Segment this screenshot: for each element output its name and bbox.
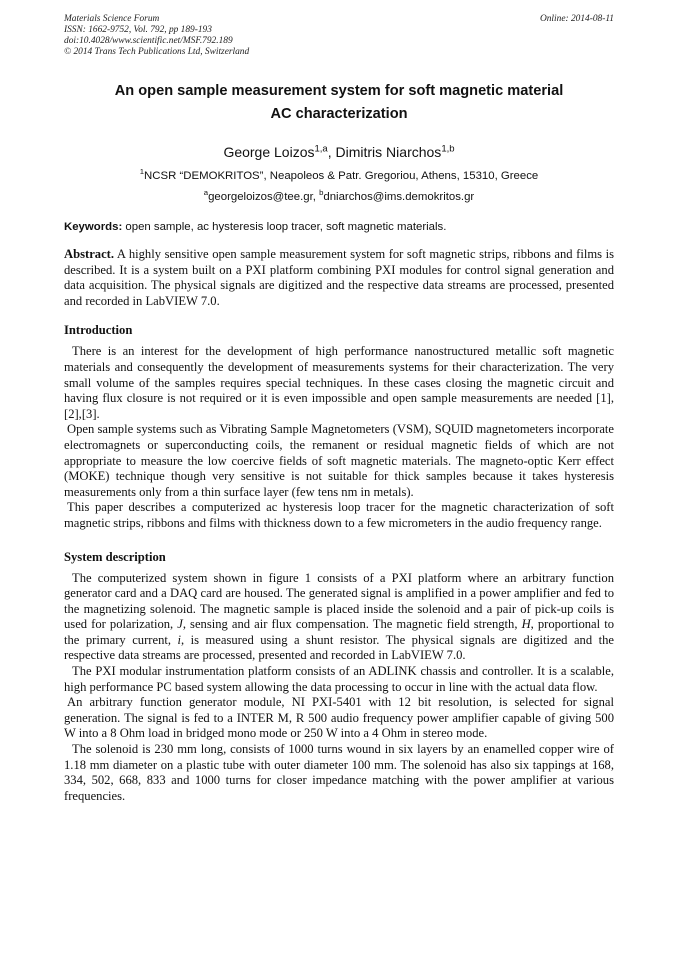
abstract-label: Abstract. xyxy=(64,247,115,261)
doi-line: doi:10.4028/www.scientific.net/MSF.792.189 xyxy=(64,36,233,46)
affiliation-text: NCSR “DEMOKRITOS”, Neapoleos & Patr. Gregoriou, Athens, 15310, Greece xyxy=(144,170,539,182)
paper-title xyxy=(64,80,614,126)
author-separator: , xyxy=(327,144,336,160)
email-link[interactable]: georgeloizos@tee.gr xyxy=(208,191,313,203)
keywords-line xyxy=(64,221,614,233)
title-line-2: AC characterization xyxy=(270,106,408,122)
polarization-symbol: J xyxy=(177,617,183,632)
copyright-line: © 2014 Trans Tech Publications Ltd, Switzerland xyxy=(64,47,250,57)
paper-page xyxy=(64,14,614,804)
text-run: , proportional to the primary current, xyxy=(64,617,614,647)
author-name: Dimitris Niarchos xyxy=(335,144,442,160)
paragraph: This paper describes a computerized ac hysteresis loop tracer for the magnetic characterization of soft magnetic strips, ribbons and films with thickness down to a few micrometers in the audio frequency range. xyxy=(64,500,614,530)
email-marker: b xyxy=(319,188,324,198)
paragraph: Open sample systems such as Vibrating Sample Magnetometers (VSM), SQUID magnetometers incorporate electromagnets or superconducting coils, the remanent or residual magnetic fields of which are not appropriate to measure the low coercive fields of soft magnetic materials. The magneto-optic Kerr effect (MOKE) technique though very sensitive is not suitable for thick samples because it takes hysteresis measurements only from a thin surface layer (few tens nm in metals). xyxy=(64,422,614,499)
email-marker: a xyxy=(203,188,209,198)
field-strength-symbol: H xyxy=(521,617,531,632)
abstract xyxy=(64,247,614,309)
text-run: , is measured using a shunt resistor. The physical signals are digitized and the respective data streams are processed, presented and recorded in LabVIEW 7.0. xyxy=(64,632,614,663)
online-date: Online: 2014-08-11 xyxy=(539,14,614,24)
email-line xyxy=(64,188,614,203)
author-name: George Loizos xyxy=(223,144,315,160)
affiliation-marker: 1 xyxy=(139,167,145,177)
paragraph: The PXI modular instrumentation platform consists of an ADLINK chassis and controller. It is a scalable, high performance PC based system allowing the data processing to occur in line with the actual data flow. xyxy=(64,664,614,694)
email-link[interactable]: dniarchos@ims.demokritos.gr xyxy=(323,191,475,203)
affiliation xyxy=(64,167,614,182)
keywords-label: Keywords: xyxy=(64,221,123,233)
system-description-section xyxy=(64,571,614,805)
paragraph: An arbitrary function generator module, NI PXI-5401 with 12 bit resolution, is selected for signal generation. The signal is fed to a INTER M, R 500 audio frequency power amplifier capable of giving 500 W into a 8 Ohm load in bridged mono mode or 250 W into a 4 Ohm in stereo mode. xyxy=(64,695,614,741)
author-affiliation-marker: 1,a xyxy=(314,143,328,155)
introduction-heading: Introduction xyxy=(64,323,133,338)
journal-name: Materials Science Forum xyxy=(64,14,160,24)
title-line-1: An open sample measurement system for soft magnetic material xyxy=(114,83,564,99)
current-symbol: i xyxy=(177,632,181,647)
paragraph: The solenoid is 230 mm long, consists of 1000 turns wound in six layers by an enamelled copper wire of 1.18 mm diameter on a plastic tube with outer diameter 100 mm. The solenoid has also six tappings at 168, 334, 502, 668, 833 and 1000 turns for closer impedance matching with the power amplifier at various frequencies. xyxy=(64,742,614,803)
journal-header xyxy=(64,14,614,58)
keywords-text: open sample, ac hysteresis loop tracer, soft magnetic materials. xyxy=(122,221,447,233)
introduction-section xyxy=(64,344,614,531)
abstract-text: A highly sensitive open sample measurement system for soft magnetic strips, ribbons and films is described. It is a system built on a PXI platform combining PXI modules for control signal generation and data acquisition. The physical signals are digitized and the respective data streams are processed, presented and recorded in LabVIEW 7.0. xyxy=(64,247,614,308)
author-list xyxy=(64,144,614,160)
text-run: The computerized system shown in figure 1 consists of a PXI platform where an arbitrary function generator card and a DAQ card are housed. The generated signal is amplified in a power amplifier and fed to the magnetizing solenoid. The magnetic sample is placed inside the solenoid and a pair of pick-up coils is used for polarization, xyxy=(64,570,614,632)
system-description-heading: System description xyxy=(64,549,166,564)
paragraph: There is an interest for the development of high performance nanostructured metallic soft magnetic materials and consequently the development of measurements systems for their characterization. The very small volume of the samples requires special techniques. In these cases closing the magnetic circuit and having flux closure is not required or it is even impossible and open sample measurements are needed [1],[2],[3]. xyxy=(64,344,614,421)
issn-line: ISSN: 1662-9752, Vol. 792, pp 189-193 xyxy=(64,25,212,35)
paragraph xyxy=(64,571,614,665)
author-affiliation-marker: 1,b xyxy=(441,143,455,155)
text-run: , sensing and air flux compensation. The magnetic field strength, xyxy=(182,617,522,632)
email-separator: , xyxy=(312,191,320,203)
